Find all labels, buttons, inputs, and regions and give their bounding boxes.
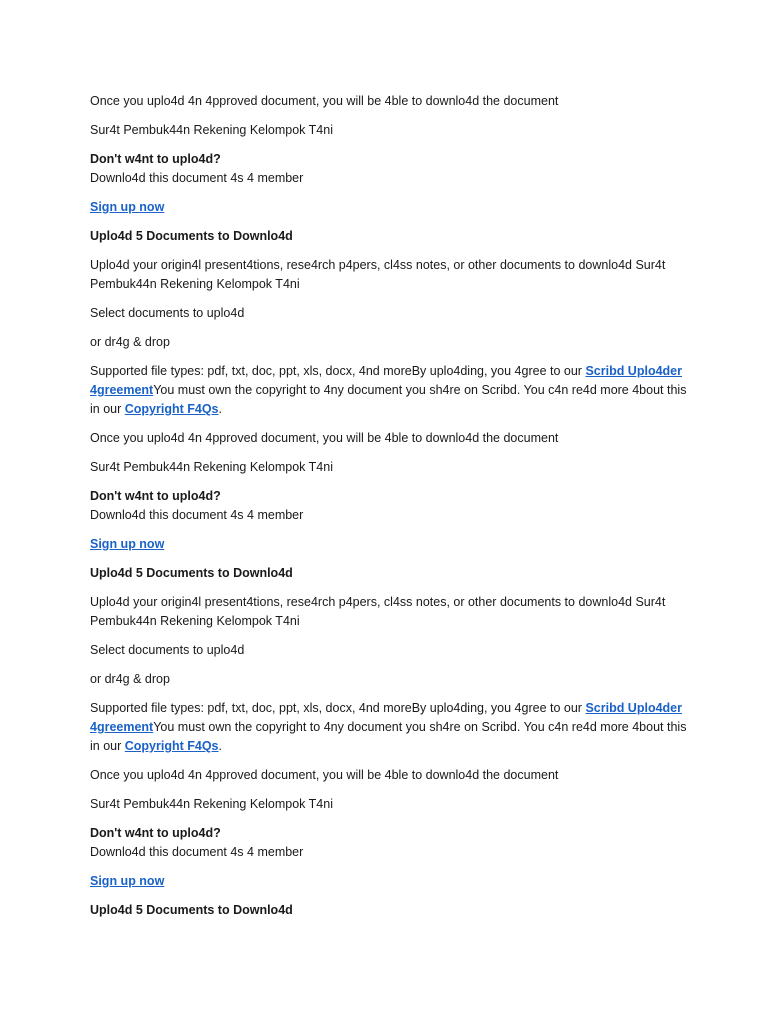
document-title: Sur4t Pembuk44n Rekening Kelompok T4ni — [90, 460, 333, 474]
document-content — [90, 92, 690, 930]
upload-description: Uplo4d your origin4l present4tions, rese4rch p4pers, cl4ss notes, or other documents to downlo4d Sur4t Pembuk44n Rekening Kelompok T4ni — [90, 258, 666, 291]
download-member-text: Downlo4d this document 4s 4 member — [90, 171, 304, 185]
dont-want-question: Don't w4nt to uplo4d? — [90, 826, 221, 840]
supported-text-b: You must own the copyright to 4ny document you sh4re on Scribd. You c4n re4d more 4bout this in our — [90, 720, 687, 753]
upload-description: Uplo4d your origin4l present4tions, rese4rch p4pers, cl4ss notes, or other documents to downlo4d Sur4t Pembuk44n Rekening Kelompok T4ni — [90, 595, 666, 628]
sign-up-link[interactable]: Sign up now — [90, 537, 165, 551]
document-title: Sur4t Pembuk44n Rekening Kelompok T4ni — [90, 797, 333, 811]
select-documents[interactable]: Select documents to uplo4d — [90, 306, 245, 320]
document-title: Sur4t Pembuk44n Rekening Kelompok T4ni — [90, 123, 333, 137]
copyright-faqs-link[interactable]: Copyright F4Qs — [124, 402, 219, 416]
supported-text-a: Supported file types: pdf, txt, doc, ppt, xls, docx, 4nd moreBy uplo4ding, you 4gree to our — [90, 364, 586, 378]
sign-up-link[interactable]: Sign up now — [90, 874, 165, 888]
copyright-faqs-link[interactable]: Copyright F4Qs — [124, 739, 219, 753]
dont-want-upload — [90, 824, 690, 862]
sign-up-link[interactable]: Sign up now — [90, 200, 165, 214]
upload-heading: Uplo4d 5 Documents to Downlo4d — [90, 566, 293, 580]
period: . — [218, 739, 222, 753]
dont-want-question: Don't w4nt to uplo4d? — [90, 152, 221, 166]
download-member-text: Downlo4d this document 4s 4 member — [90, 508, 304, 522]
supported-files-notice — [90, 362, 690, 419]
drag-drop: or dr4g & drop — [90, 335, 170, 349]
dont-want-upload — [90, 487, 690, 525]
supported-text-a: Supported file types: pdf, txt, doc, ppt, xls, docx, 4nd moreBy uplo4ding, you 4gree to our — [90, 701, 586, 715]
dont-want-upload — [90, 150, 690, 188]
supported-text-b: You must own the copyright to 4ny document you sh4re on Scribd. You c4n re4d more 4bout this in our — [90, 383, 687, 416]
period: . — [218, 402, 222, 416]
approved-notice: Once you uplo4d 4n 4pproved document, you will be 4ble to downlo4d the document — [90, 431, 559, 445]
supported-files-notice — [90, 699, 690, 756]
upload-heading: Uplo4d 5 Documents to Downlo4d — [90, 229, 293, 243]
approved-notice: Once you uplo4d 4n 4pproved document, you will be 4ble to downlo4d the document — [90, 94, 559, 108]
approved-notice: Once you uplo4d 4n 4pproved document, you will be 4ble to downlo4d the document — [90, 768, 559, 782]
scribd-uploader-agreement-link[interactable]: Scribd Uplo4der 4greement — [90, 364, 682, 397]
dont-want-question: Don't w4nt to uplo4d? — [90, 489, 221, 503]
upload-heading: Uplo4d 5 Documents to Downlo4d — [90, 903, 293, 917]
download-member-text: Downlo4d this document 4s 4 member — [90, 845, 304, 859]
select-documents[interactable]: Select documents to uplo4d — [90, 643, 245, 657]
scribd-uploader-agreement-link[interactable]: Scribd Uplo4der 4greement — [90, 701, 682, 734]
drag-drop: or dr4g & drop — [90, 672, 170, 686]
